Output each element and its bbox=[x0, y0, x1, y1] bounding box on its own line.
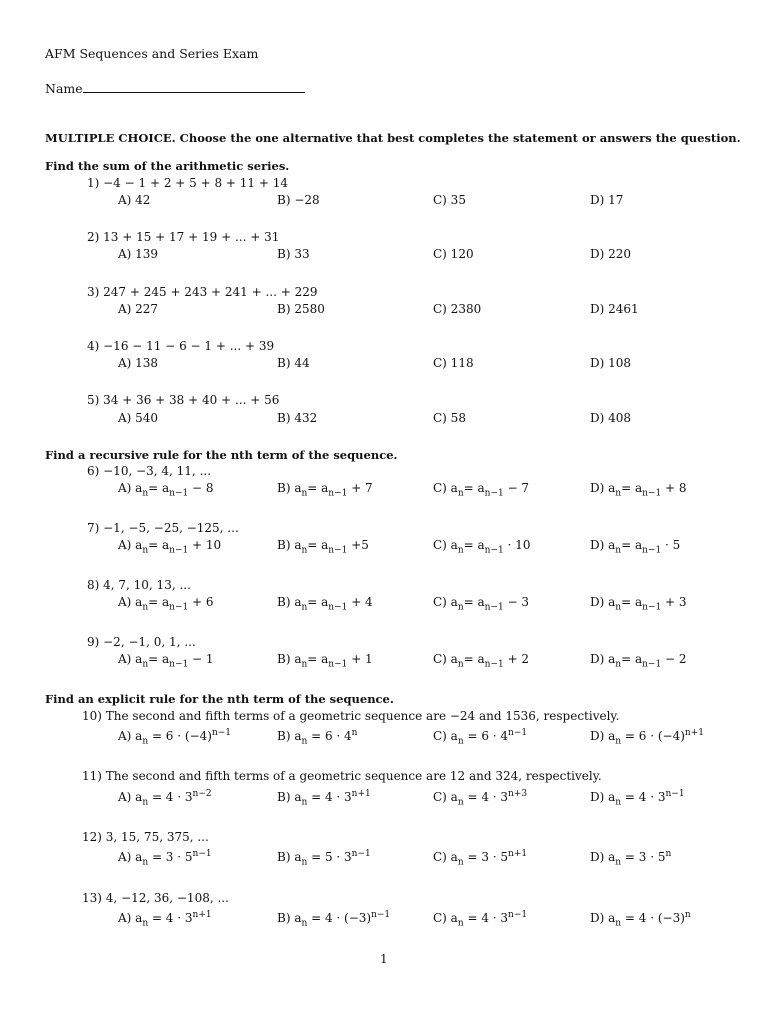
q10-option-c[interactable]: C) $a_n = 6 \cdot 4^{n-1}$ bbox=[433, 728, 528, 747]
q3-option-b[interactable]: B) 2580 bbox=[277, 302, 325, 316]
q8-option-c[interactable]: C) $a_n= a_{n-1} - 3$ bbox=[433, 595, 530, 613]
q7-option-b[interactable]: B) $a_n= a_{n-1} +5$ bbox=[277, 538, 369, 556]
q5-option-c[interactable]: C) 58 bbox=[433, 411, 466, 425]
question-13-prompt: 13) 4, −12, 36, −108, ... bbox=[82, 891, 229, 905]
q10-option-a[interactable]: A) $a_n = 6 \cdot (-4)^{n-1}$ bbox=[118, 728, 232, 747]
q2-option-b[interactable]: B) 33 bbox=[277, 247, 310, 261]
q3-option-d[interactable]: D) 2461 bbox=[590, 302, 639, 316]
question-6-prompt: 6) −10, −3, 4, 11, ... bbox=[87, 464, 212, 478]
q3-option-c[interactable]: C) 2380 bbox=[433, 302, 482, 316]
question-3-prompt: 3) 247 + 245 + 243 + 241 + ... + 229 bbox=[87, 285, 318, 299]
q2-option-d[interactable]: D) 220 bbox=[590, 247, 632, 261]
page-number: 1 bbox=[380, 952, 388, 966]
question-9-prompt: 9) −2, −1, 0, 1, ... bbox=[87, 635, 196, 649]
q12-option-b[interactable]: B) $a_n = 5 \cdot 3^{n-1}$ bbox=[277, 849, 371, 868]
q9-option-c[interactable]: C) $a_n= a_{n-1} + 2$ bbox=[433, 652, 530, 670]
q12-option-c[interactable]: C) $a_n = 3 \cdot 5^{n+1}$ bbox=[433, 849, 528, 868]
q7-option-a[interactable]: A) $a_n= a_{n-1} + 10$ bbox=[118, 538, 222, 556]
question-4-prompt: 4) −16 − 11 − 6 − 1 + ... + 39 bbox=[87, 339, 275, 353]
question-7-prompt: 7) −1, −5, −25, −125, ... bbox=[87, 521, 239, 535]
section-heading-arithmetic-sum: Find the sum of the arithmetic series. bbox=[45, 159, 290, 173]
q1-option-c[interactable]: C) 35 bbox=[433, 193, 466, 207]
question-2-prompt: 2) 13 + 15 + 17 + 19 + ... + 31 bbox=[87, 230, 280, 244]
q13-option-d[interactable]: D) $a_n = 4 \cdot (-3)^n$ bbox=[590, 910, 691, 929]
q12-option-d[interactable]: D) $a_n = 3 \cdot 5^n$ bbox=[590, 849, 672, 868]
section-heading-recursive-rule: Find a recursive rule for the nth term of the sequence. bbox=[45, 448, 398, 462]
q5-option-a[interactable]: A) 540 bbox=[118, 411, 159, 425]
q8-option-a[interactable]: A) $a_n= a_{n-1} + 6$ bbox=[118, 595, 214, 613]
name-label: Name bbox=[45, 81, 83, 96]
q1-option-b[interactable]: B) −28 bbox=[277, 193, 320, 207]
q8-option-b[interactable]: B) $a_n= a_{n-1} + 4$ bbox=[277, 595, 373, 613]
q6-option-b[interactable]: B) $a_n= a_{n-1} + 7$ bbox=[277, 481, 373, 499]
name-blank-line[interactable] bbox=[83, 80, 305, 93]
q13-option-a[interactable]: A) $a_n = 4 \cdot 3^{n+1}$ bbox=[118, 910, 212, 929]
q7-option-c[interactable]: C) $a_n= a_{n-1} \cdot 10$ bbox=[433, 538, 531, 556]
q11-option-b[interactable]: B) $a_n = 4 \cdot 3^{n+1}$ bbox=[277, 789, 371, 808]
question-10-prompt: 10) The second and fifth terms of a geometric sequence are −24 and 1536, respectively. bbox=[82, 709, 620, 723]
directions: MULTIPLE CHOICE. Choose the one alternative that best completes the statement or answers the question. bbox=[45, 131, 741, 145]
q4-option-d[interactable]: D) 108 bbox=[590, 356, 632, 370]
q11-option-d[interactable]: D) $a_n = 4 \cdot 3^{n-1}$ bbox=[590, 789, 685, 808]
q6-option-c[interactable]: C) $a_n= a_{n-1} - 7$ bbox=[433, 481, 530, 499]
q9-option-d[interactable]: D) $a_n= a_{n-1} - 2$ bbox=[590, 652, 687, 670]
q4-option-c[interactable]: C) 118 bbox=[433, 356, 474, 370]
q10-option-d[interactable]: D) $a_n = 6 \cdot (-4)^{n+1}$ bbox=[590, 728, 704, 747]
q9-option-b[interactable]: B) $a_n= a_{n-1} + 1$ bbox=[277, 652, 373, 670]
q6-option-d[interactable]: D) $a_n= a_{n-1} + 8$ bbox=[590, 481, 687, 499]
question-11-prompt: 11) The second and fifth terms of a geometric sequence are 12 and 324, respectively. bbox=[82, 769, 602, 783]
q3-option-a[interactable]: A) 227 bbox=[118, 302, 159, 316]
question-1-prompt: 1) −4 − 1 + 2 + 5 + 8 + 11 + 14 bbox=[87, 176, 288, 190]
exam-title: AFM Sequences and Series Exam bbox=[45, 46, 259, 61]
question-5-prompt: 5) 34 + 36 + 38 + 40 + ... + 56 bbox=[87, 393, 280, 407]
question-8-prompt: 8) 4, 7, 10, 13, ... bbox=[87, 578, 191, 592]
question-12-prompt: 12) 3, 15, 75, 375, ... bbox=[82, 830, 209, 844]
q4-option-a[interactable]: A) 138 bbox=[118, 356, 159, 370]
q5-option-d[interactable]: D) 408 bbox=[590, 411, 632, 425]
q11-option-c[interactable]: C) $a_n = 4 \cdot 3^{n+3}$ bbox=[433, 789, 528, 808]
q12-option-a[interactable]: A) $a_n = 3 \cdot 5^{n-1}$ bbox=[118, 849, 212, 868]
q8-option-d[interactable]: D) $a_n= a_{n-1} + 3$ bbox=[590, 595, 687, 613]
q5-option-b[interactable]: B) 432 bbox=[277, 411, 318, 425]
q1-option-a[interactable]: A) 42 bbox=[118, 193, 151, 207]
q2-option-c[interactable]: C) 120 bbox=[433, 247, 474, 261]
q6-option-a[interactable]: A) $a_n= a_{n-1} - 8$ bbox=[118, 481, 214, 499]
q10-option-b[interactable]: B) $a_n = 6 \cdot 4^n$ bbox=[277, 728, 358, 747]
q4-option-b[interactable]: B) 44 bbox=[277, 356, 310, 370]
q7-option-d[interactable]: D) $a_n= a_{n-1} \cdot 5$ bbox=[590, 538, 681, 556]
q2-option-a[interactable]: A) 139 bbox=[118, 247, 159, 261]
q1-option-d[interactable]: D) 17 bbox=[590, 193, 624, 207]
section-heading-explicit-rule: Find an explicit rule for the nth term of the sequence. bbox=[45, 692, 394, 706]
q9-option-a[interactable]: A) $a_n= a_{n-1} - 1$ bbox=[118, 652, 214, 670]
q13-option-c[interactable]: C) $a_n = 4 \cdot 3^{n-1}$ bbox=[433, 910, 528, 929]
q11-option-a[interactable]: A) $a_n = 4 \cdot 3^{n-2}$ bbox=[118, 789, 212, 808]
q13-option-b[interactable]: B) $a_n = 4 \cdot (-3)^{n-1}$ bbox=[277, 910, 391, 929]
name-field[interactable] bbox=[45, 80, 305, 96]
